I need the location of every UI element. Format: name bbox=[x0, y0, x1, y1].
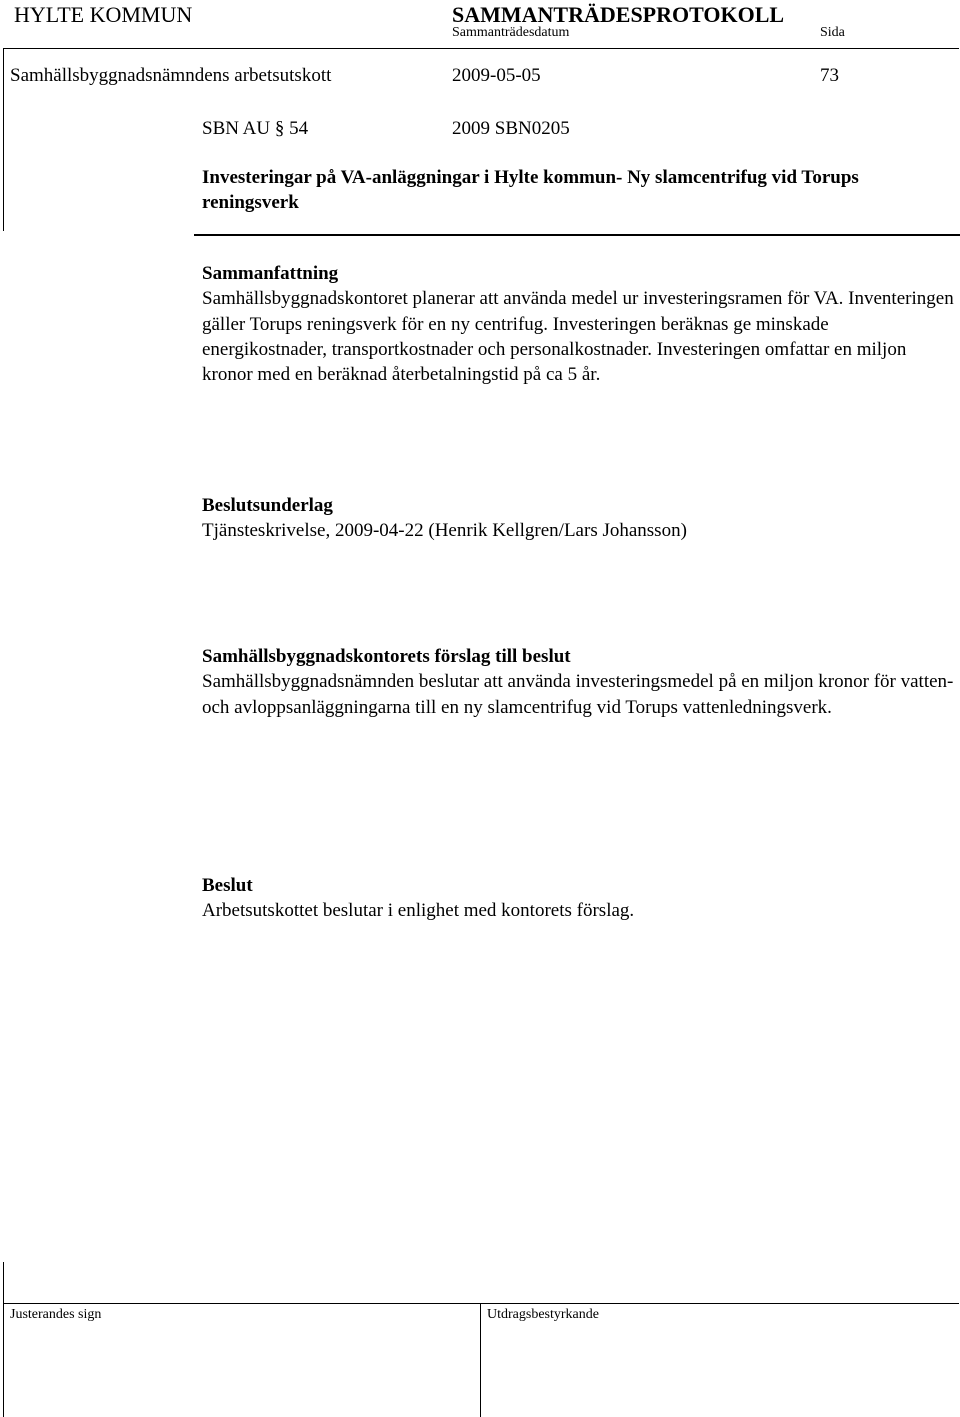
section-decision bbox=[202, 873, 954, 924]
basis-text: Tjänsteskrivelse, 2009-04-22 (Henrik Kellgren/Lars Johansson) bbox=[202, 520, 687, 542]
municipality-name: HYLTE KOMMUN bbox=[14, 2, 193, 27]
case-paragraph: SBN AU § 54 bbox=[202, 118, 309, 139]
left-frame-bottom bbox=[3, 1262, 4, 1417]
title-rule bbox=[194, 234, 960, 236]
decision-text: Arbetsutskottet beslutar i enlighet med kontorets förslag. bbox=[202, 900, 635, 922]
section-summary bbox=[202, 261, 954, 387]
decision-heading: Beslut bbox=[202, 875, 253, 896]
footer-rule bbox=[3, 1303, 959, 1304]
committee-name: Samhällsbyggnadsnämndens arbetsutskott bbox=[10, 65, 332, 86]
document-type: SAMMANTRÄDESPROTOKOLL bbox=[452, 2, 785, 27]
proposal-text: Samhällsbyggnadsnämnden beslutar att använda investeringsmedel på en miljon kronor för vatten- och avloppsanläggningarna till en ny slamcentrifug vid Torups vattenledningsverk. bbox=[202, 671, 954, 718]
summary-heading: Sammanfattning bbox=[202, 263, 339, 284]
meeting-date: 2009-05-05 bbox=[452, 65, 541, 86]
adjuster-signature-label: Justerandes sign bbox=[10, 1307, 102, 1322]
item-title: Investeringar på VA-anläggningar i Hylte kommun- Ny slamcentrifug vid Torups reningsverk bbox=[202, 167, 859, 214]
proposal-heading: Samhällsbyggnadskontorets förslag till beslut bbox=[202, 646, 571, 667]
case-number: 2009 SBN0205 bbox=[452, 118, 570, 139]
meeting-date-label: Sammanträdesdatum bbox=[452, 25, 570, 40]
left-frame-top bbox=[3, 48, 4, 231]
header-rule bbox=[3, 48, 959, 49]
basis-heading: Beslutsunderlag bbox=[202, 495, 333, 516]
page-number: 73 bbox=[820, 65, 839, 86]
section-proposal bbox=[202, 644, 954, 720]
footer-divider bbox=[480, 1303, 481, 1417]
summary-text: Samhällsbyggnadskontoret planerar att använda medel ur investeringsramen för VA. Inventeringen gäller Torups reningsverk för en ny centrifug. Investeringen beräknas ge minskade energikostnader, transportkostnader och personalkostnader. Investeringen omfattar en miljon kronor med en beräknad återbetalningstid på ca 5 år. bbox=[202, 288, 954, 386]
page-label: Sida bbox=[820, 25, 845, 40]
section-basis bbox=[202, 493, 954, 544]
certified-extract-label: Utdragsbestyrkande bbox=[487, 1307, 599, 1322]
